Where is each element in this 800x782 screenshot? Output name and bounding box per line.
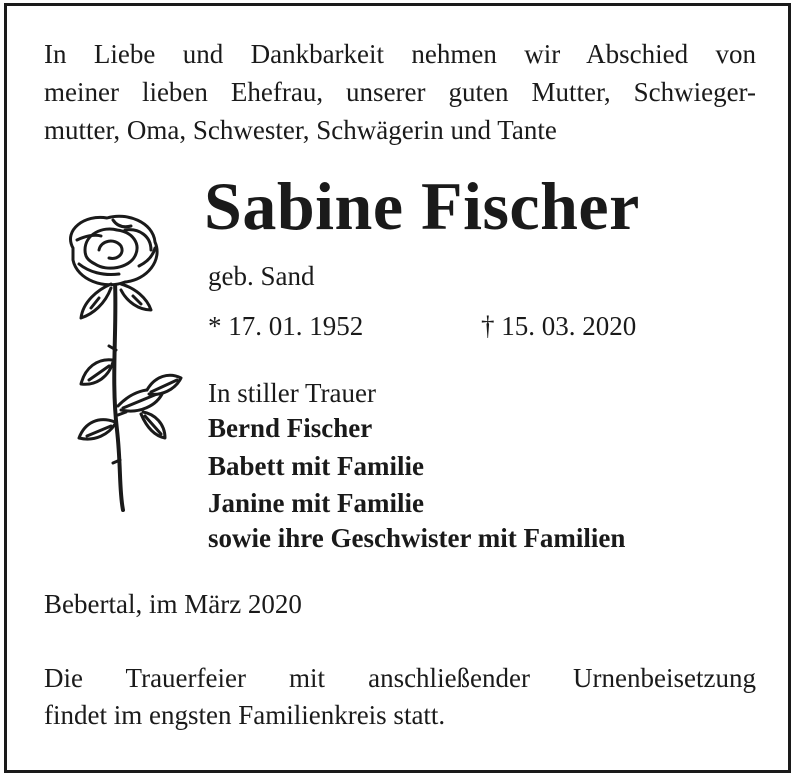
- birth-date: * 17. 01. 1952: [208, 311, 364, 341]
- mourner-name: Janine mit Familie: [208, 488, 424, 518]
- intro-line-3: mutter, Oma, Schwester, Schwägerin und Tante: [44, 115, 557, 145]
- death-date: † 15. 03. 2020: [481, 311, 637, 341]
- mourner-name: Babett mit Familie: [208, 451, 424, 481]
- mourner-name: Bernd Fischer: [208, 413, 373, 443]
- funeral-line-1: Die Trauerfeier mit anschließender Urnenbeisetzung: [44, 663, 756, 693]
- mourners-heading: In stiller Trauer: [208, 378, 376, 408]
- intro-line-1: In Liebe und Dankbarkeit nehmen wir Abschied von: [44, 39, 756, 69]
- funeral-line-2: findet im engsten Familienkreis statt.: [44, 700, 446, 730]
- place-date: Bebertal, im März 2020: [44, 589, 302, 619]
- birth-name: geb. Sand: [208, 261, 315, 291]
- rose-icon: [55, 210, 195, 520]
- deceased-name: Sabine Fischer: [204, 168, 640, 244]
- mourner-name: sowie ihre Geschwister mit Familien: [208, 523, 626, 553]
- intro-line-2: meiner lieben Ehefrau, unserer guten Mutter, Schwieger-: [44, 77, 756, 107]
